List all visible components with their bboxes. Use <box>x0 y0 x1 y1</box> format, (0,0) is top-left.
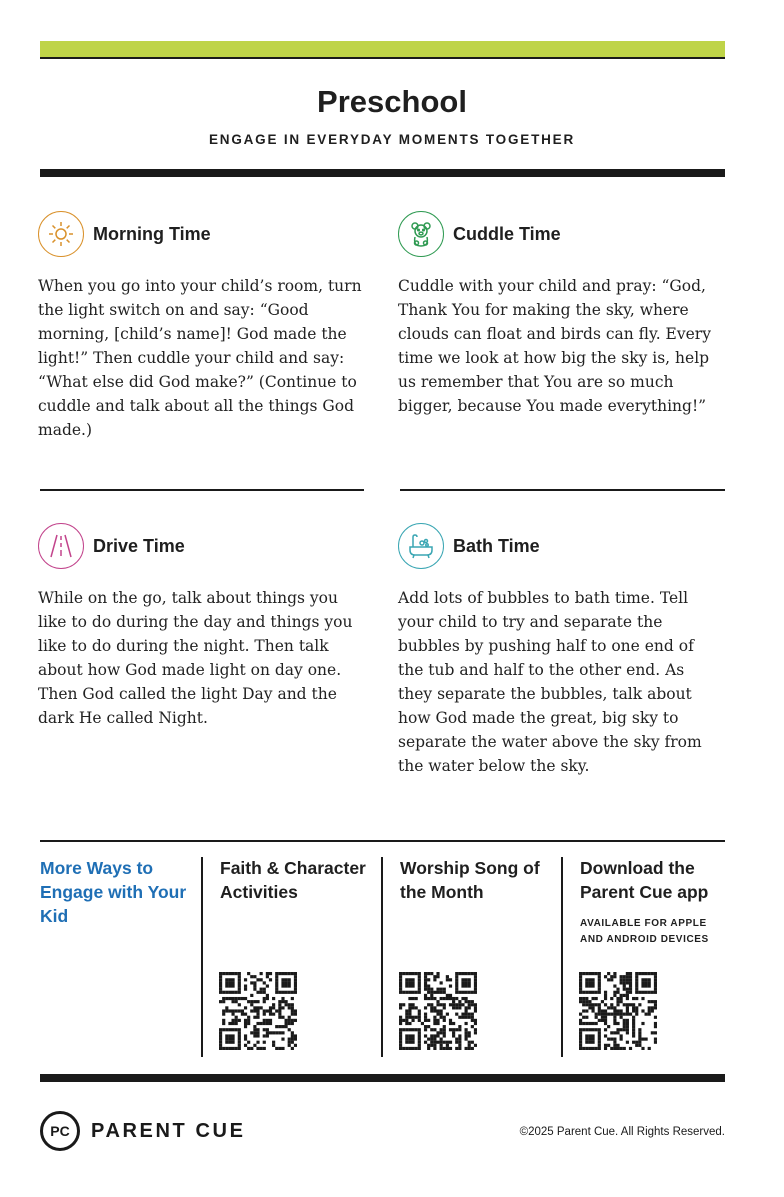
faith-activities-column <box>220 856 370 904</box>
column-divider <box>381 857 383 1057</box>
bathtub-icon <box>398 523 444 569</box>
page-subtitle: ENGAGE IN EVERYDAY MOMENTS TOGETHER <box>208 132 576 147</box>
card-body: Cuddle with your child and pray: “God, Thank You for making the sky, where clouds can float and birds can fly. Every time we look at how big the sky is, help us remember that You are so much bigger, because You made everything!” <box>398 277 711 415</box>
parent-cue-logo[interactable] <box>40 1111 246 1151</box>
sun-icon <box>38 211 84 257</box>
section-divider <box>400 489 725 491</box>
footer-divider <box>40 1074 725 1082</box>
road-icon <box>38 523 84 569</box>
logo-text: PARENT CUE <box>91 1119 246 1142</box>
card-drive-time <box>38 522 363 730</box>
qr-code-worship-song[interactable] <box>399 972 477 1050</box>
qr-code-app-download[interactable] <box>579 972 657 1050</box>
card-body: While on the go, talk about things you like to do during the day and things you like to do during the night. Then talk about how God made light on day one. Then God called the light Day and the dark He called Night. <box>38 589 353 727</box>
faith-activities-heading: Faith & Character Activities <box>220 858 366 902</box>
teddy-bear-icon <box>398 211 444 257</box>
accent-rule <box>40 57 725 59</box>
header-divider <box>40 169 725 177</box>
app-download-column <box>580 856 730 948</box>
column-divider <box>561 857 563 1057</box>
more-ways-heading: More Ways to Engage with Your Kid <box>40 858 187 926</box>
qr-code-faith-activities[interactable] <box>219 972 297 1050</box>
page-title: Preschool <box>317 84 467 119</box>
worship-song-heading: Worship Song of the Month <box>400 858 540 902</box>
card-bath-time <box>398 522 723 778</box>
app-availability-note: AVAILABLE FOR APPLE AND ANDROID DEVICES <box>580 918 709 945</box>
app-download-heading: Download the Parent Cue app <box>580 858 709 902</box>
logo-mark: PC <box>40 1111 80 1151</box>
card-title: Morning Time <box>93 223 211 244</box>
footer-rule <box>40 840 725 842</box>
card-cuddle-time <box>398 210 723 418</box>
section-divider <box>40 489 364 491</box>
copyright-notice: ©2025 Parent Cue. All Rights Reserved. <box>519 1126 725 1138</box>
card-body: When you go into your child’s room, turn the light switch on and say: “Good morning, [child’s name]! God made the light!” Then cuddle your child and say: “What else did God make?” (Continue to cuddle and talk about all the things God made.) <box>38 277 362 439</box>
card-title: Bath Time <box>453 535 540 556</box>
card-title: Drive Time <box>93 535 185 556</box>
accent-bar <box>40 41 725 57</box>
more-ways-column <box>40 856 190 928</box>
card-body: Add lots of bubbles to bath time. Tell your child to try and separate the bubbles by pushing half to one end of the tub and half to the other end. As they separate the bubbles, talk about how God made the great, big sky to separate the water above the sky from the water below the sky. <box>398 589 702 775</box>
card-morning-time <box>38 210 363 442</box>
worship-song-column <box>400 856 550 904</box>
column-divider <box>201 857 203 1057</box>
card-title: Cuddle Time <box>453 223 561 244</box>
